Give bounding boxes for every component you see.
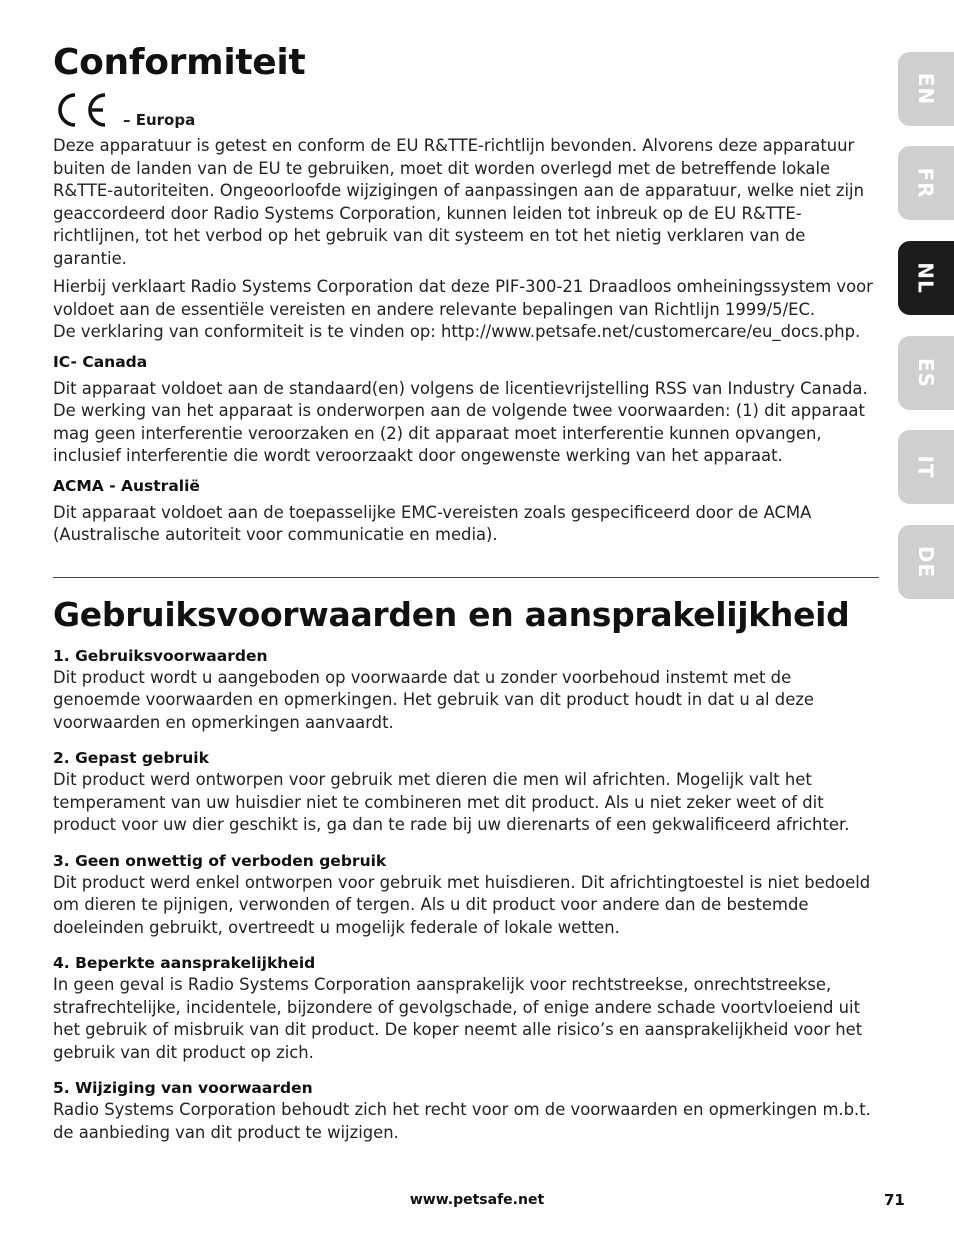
terms-heading-1: 1. Gebruiksvoorwaarden	[53, 646, 268, 665]
canada-paragraph: Dit apparaat voldoet aan de standaard(en) volgens de licentievrijstelling RSS van Industry Canada. De werking van het apparaat is onderworpen aan de volgende twee voorwaarden: (1) dit apparaat mag geen interferentie veroorzaken en (2) dit apparaat moet interferentie kunnen opvangen, inclusief interferentie die wordt veroorzaakt door ongewenste werking van het apparaat.	[53, 378, 868, 466]
australia-paragraph: Dit apparaat voldoet aan de toepasselijke EMC-vereisten zoals gespecificeerd door de ACMA (Australische autoriteit voor communicatie en media).	[53, 502, 812, 545]
ce-europa-row	[53, 89, 879, 129]
europa-paragraph-3: De verklaring van conformiteit is te vinden op: http://www.petsafe.net/customercare/eu_docs.php.	[53, 322, 861, 342]
section-divider	[53, 577, 879, 578]
language-tab-label: ES	[913, 357, 938, 389]
language-tab-label: FR	[914, 167, 938, 199]
europa-paragraph-1: Deze apparatuur is getest en conform de EU R&TTE-richtlijn bevonden. Alvorens deze apparatuur buiten de landen van de EU te gebruiken, moet dit worden overlegd met de betreffende lokale R&TTE-autoriteiten. Ongeoorloofde wijzigingen of aanpassingen aan de apparatuur, welke niet zijn geaccordeerd door Radio Systems Corporation, kunnen leiden tot inbreuk op de EU R&TTE-richtlijnen, tot het verbod op het gebruik van dit systeem en tot het nietig verklaren van de garantie.	[53, 136, 864, 268]
language-tab-en[interactable]	[898, 52, 954, 126]
page-title: Conformiteit	[53, 42, 306, 83]
language-tab-label: EN	[914, 72, 938, 106]
terms-paragraph-5: Radio Systems Corporation behoudt zich het recht voor om de voorwaarden en opmerkingen m.b.t. de aanbieding van dit product te wijzigen.	[53, 1100, 871, 1142]
language-tab-label: IT	[914, 455, 938, 479]
language-tab-it[interactable]	[898, 430, 954, 504]
section-title-terms: Gebruiksvoorwaarden en aansprakelijkheid	[53, 594, 850, 634]
language-tab-label: NL	[913, 262, 938, 294]
language-tab-es[interactable]	[898, 336, 954, 410]
page-number: 71	[884, 1191, 905, 1209]
canada-heading: IC- Canada	[53, 352, 148, 371]
terms-heading-2: 2. Gepast gebruik	[53, 749, 209, 768]
language-tab-nl[interactable]	[898, 241, 954, 315]
terms-heading-4: 4. Beperkte aansprakelijkheid	[53, 954, 316, 973]
terms-heading-3: 3. Geen onwettig of verboden gebruik	[53, 851, 387, 870]
ce-mark-icon	[53, 91, 111, 129]
language-tab-de[interactable]	[898, 525, 954, 599]
australia-heading: ACMA - Australië	[53, 476, 200, 495]
terms-paragraph-3: Dit product werd enkel ontworpen voor gebruik met huisdieren. Dit africhtingtoestel is niet bedoeld om dieren te pijnigen, verwonden of tergen. Als u dit product voor andere dan de bestemde doeleinden gebruikt, overtreedt u mogelijk federale of lokale wetten.	[53, 872, 871, 937]
footer-url[interactable]: www.petsafe.net	[409, 1192, 545, 1208]
language-tab-label: DE	[913, 545, 938, 579]
page-content	[53, 42, 879, 1144]
language-tab-fr[interactable]	[898, 146, 954, 220]
europa-paragraph-2: Hierbij verklaart Radio Systems Corporation dat deze PIF-300-21 Draadloos omheiningssystem voor voldoet aan de essentiële vereisten en andere relevante bepalingen van Richtlijn 1999/5/EC.	[53, 277, 873, 319]
terms-paragraph-1: Dit product wordt u aangeboden op voorwaarde dat u zonder voorbehoud instemt met de genoemde voorwaarden en opmerkingen. Het gebruik van dit product houdt in dat u al deze voorwaarden en opmerkingen aanvaardt.	[53, 667, 814, 732]
terms-paragraph-4: In geen geval is Radio Systems Corporation aansprakelijk voor rechtstreekse, onrechtstreekse, strafrechtelijke, incidentele, bijzondere of gevolgschade, of enige andere schade voortvloeiend uit het gebruik of misbruik van dit product. De koper neemt alle risico’s en aansprakelijkheid voor het gebruik van dit product op zich.	[53, 975, 863, 1062]
terms-heading-5: 5. Wijziging van voorwaarden	[53, 1079, 313, 1098]
europa-heading: – Europa	[123, 111, 196, 130]
terms-paragraph-2: Dit product werd ontworpen voor gebruik met dieren die men wil africhten. Mogelijk valt het temperament van uw huisdier niet te combineren met dit product. Als u niet zeker weet of dit product voor uw dier geschikt is, ga dan te rade bij uw dierenarts of een gekwalificeerd africhter.	[53, 770, 850, 835]
